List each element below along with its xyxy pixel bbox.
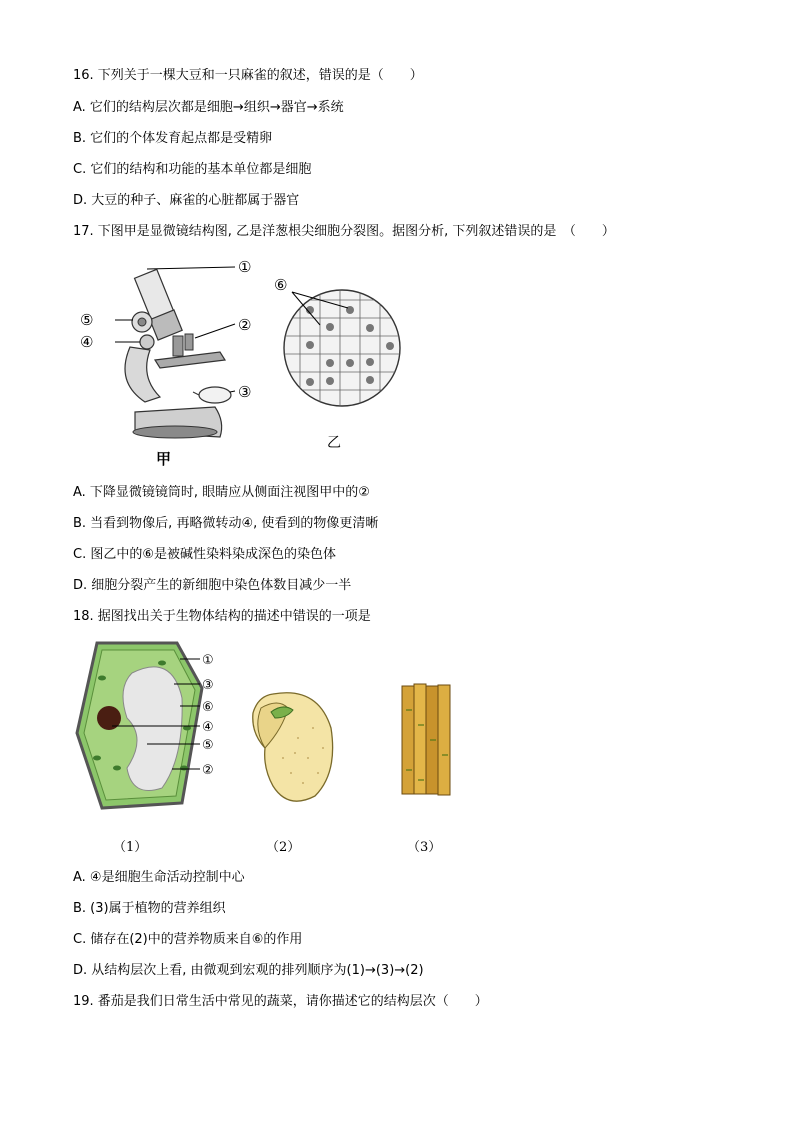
q17-option-c: C. 图乙中的⑥是被碱性染料染成深色的染色体 bbox=[73, 547, 336, 562]
microscope-figure bbox=[75, 252, 270, 467]
q16-option-b: B. 它们的个体发育起点都是受精卵 bbox=[73, 131, 273, 146]
q16-option-a: A. 它们的结构层次都是细胞→组织→器官→系统 bbox=[73, 100, 344, 115]
q19-stem: 19. 番茄是我们日常生活中常见的蔬菜，请你描述它的结构层次（ ） bbox=[73, 994, 488, 1009]
label-3: ③ bbox=[238, 383, 252, 401]
caption-2: （2） bbox=[266, 840, 301, 855]
vascular-tissue-figure bbox=[398, 680, 458, 798]
plant-cell-figure bbox=[72, 638, 232, 818]
q18-option-d: D. 从结构层次上看, 由微观到宏观的排列顺序为(1)→(3)→(2) bbox=[73, 963, 424, 978]
q18-stem: 18. 据图找出关于生物体结构的描述中错误的一项是 bbox=[73, 609, 371, 624]
cell-label-4: ④ bbox=[202, 720, 214, 735]
caption-1: （1） bbox=[113, 840, 148, 855]
q17-stem: 17. 下图甲是显微镜结构图, 乙是洋葱根尖细胞分裂图。据图分析, 下列叙述错误的是 （ ） bbox=[73, 224, 615, 239]
cell-label-2: ② bbox=[202, 763, 214, 778]
label-1: ① bbox=[238, 258, 252, 276]
q17-option-d: D. 细胞分裂产生的新细胞中染色体数目减少一半 bbox=[73, 578, 352, 593]
q16-stem: 16. 下列关于一棵大豆和一只麻雀的叙述，错误的是（ ） bbox=[73, 68, 423, 83]
label-5: ⑤ bbox=[80, 311, 94, 329]
q17-option-a: A. 下降显微镜镜筒时, 眼睛应从侧面注视图甲中的② bbox=[73, 485, 370, 500]
label-4: ④ bbox=[80, 333, 94, 351]
q18-option-a: A. ④是细胞生命活动控制中心 bbox=[73, 870, 245, 885]
cell-label-3: ③ bbox=[202, 678, 214, 693]
label-2: ② bbox=[238, 316, 252, 334]
cell-label-6: ⑥ bbox=[202, 700, 214, 715]
q18-option-c: C. 储存在(2)中的营养物质来自⑥的作用 bbox=[73, 932, 303, 947]
cell-label-5: ⑤ bbox=[202, 738, 214, 753]
q18-option-b: B. (3)属于植物的营养组织 bbox=[73, 901, 226, 916]
root-tip-figure bbox=[270, 270, 410, 420]
q16-option-d: D. 大豆的种子、麻雀的心脏都属于器官 bbox=[73, 193, 300, 208]
q17-option-b: B. 当看到物像后, 再略微转动④, 使看到的物像更清晰 bbox=[73, 516, 379, 531]
caption-jia: 甲 bbox=[156, 450, 172, 468]
caption-3: （3） bbox=[407, 840, 442, 855]
q16-option-c: C. 它们的结构和功能的基本单位都是细胞 bbox=[73, 162, 312, 177]
bean-seed-figure bbox=[243, 688, 338, 806]
caption-yi: 乙 bbox=[327, 435, 341, 451]
label-6: ⑥ bbox=[274, 276, 288, 294]
cell-label-1: ① bbox=[202, 653, 214, 668]
fine-knob bbox=[140, 335, 154, 349]
